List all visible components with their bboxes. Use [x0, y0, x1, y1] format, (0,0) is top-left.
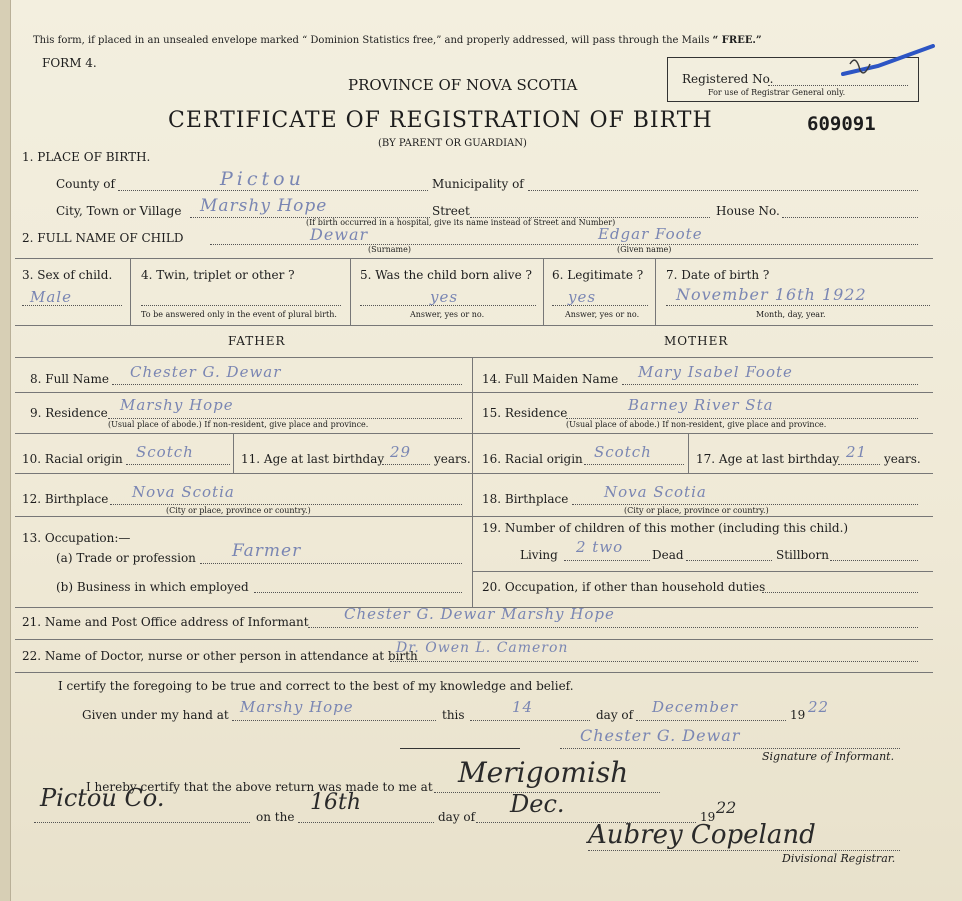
sex-value: Male [30, 288, 72, 306]
mail-notice [33, 35, 762, 46]
legitimate-note: Answer, yes or no. [565, 310, 640, 319]
mother-racial-label: 16. Racial origin [482, 452, 583, 466]
return-month: Dec. [510, 790, 565, 818]
living-label: Living [520, 548, 558, 562]
surname-value: Dewar [310, 225, 369, 244]
father-name-value: Chester G. Dewar [130, 363, 282, 381]
place-of-birth-heading: 1. PLACE OF BIRTH. [22, 150, 151, 164]
day-value: 14 [512, 698, 534, 716]
registered-note: For use of Registrar General only. [708, 88, 846, 97]
mother-name-value: Mary Isabel Foote [638, 363, 793, 381]
doctor-value: Dr. Owen L. Cameron [396, 640, 569, 656]
county-value: Pictou [220, 168, 305, 190]
city-label: City, Town or Village [56, 204, 182, 218]
registrar-caption: Divisional Registrar. [782, 852, 896, 865]
on-the-label: on the [256, 810, 295, 824]
mother-heading: MOTHER [664, 334, 729, 348]
legitimate-label: 6. Legitimate ? [552, 268, 644, 282]
legitimate-value: yes [568, 288, 597, 306]
father-age-label: 11. Age at last birthday [241, 452, 385, 466]
page-binding-edge [0, 0, 11, 901]
father-birthplace-label: 12. Birthplace [22, 492, 109, 506]
serial-number: 609091 [807, 113, 876, 135]
alive-label: 5. Was the child born alive ? [360, 268, 532, 282]
mother-residence-note: (Usual place of abode.) If non-resident, give place and province. [566, 420, 827, 429]
given-name-value: Edgar Foote [598, 225, 703, 243]
alive-value: yes [430, 288, 459, 306]
year-value: 22 [808, 698, 830, 716]
mother-age-label: 17. Age at last birthday [696, 452, 840, 466]
twin-note: To be answered only in the event of plural birth. [141, 310, 337, 319]
twin-label: 4. Twin, triplet or other ? [141, 268, 295, 282]
father-birthplace-value: Nova Scotia [132, 483, 235, 501]
registered-box [667, 57, 919, 102]
father-name-label: 8. Full Name [30, 372, 109, 386]
occupation-label: 13. Occupation:— [22, 531, 131, 545]
sex-label: 3. Sex of child. [22, 268, 113, 282]
blue-pencil-mark [838, 44, 938, 84]
children-label: 19. Number of children of this mother (including this child.) [482, 521, 849, 535]
mother-birthplace-value: Nova Scotia [604, 483, 707, 501]
certificate-subtitle: (BY PARENT OR GUARDIAN) [378, 138, 527, 149]
street-label: Street [432, 204, 470, 218]
mother-years: years. [884, 452, 921, 466]
this-label: this [442, 708, 465, 722]
hospital-note: (If birth occurred in a hospital, give its name instead of Street and Number) [306, 218, 616, 227]
father-heading: FATHER [228, 334, 286, 348]
registered-label: Registered No. [682, 72, 774, 86]
return-year: 22 [716, 798, 737, 817]
return-year-prefix: 19 [700, 810, 716, 824]
return-day: 16th [310, 790, 362, 815]
certificate-title: CERTIFICATE OF REGISTRATION OF BIRTH [168, 108, 713, 133]
informant-signature: Chester G. Dewar [580, 726, 741, 745]
day-of-label: day of [596, 708, 634, 722]
county-signature: Pictou Co. [40, 784, 165, 812]
mother-age-value: 21 [846, 443, 868, 461]
stillborn-label: Stillborn [776, 548, 829, 562]
father-racial-label: 10. Racial origin [22, 452, 123, 466]
mother-birthplace-label: 18. Birthplace [482, 492, 569, 506]
dob-value: November 16th 1922 [676, 285, 867, 304]
mail-notice-free: “ FREE.” [712, 35, 762, 46]
doctor-label: 22. Name of Doctor, nurse or other person in attendance at birth [22, 649, 418, 663]
occupation-trade-value: Farmer [232, 541, 302, 561]
mail-notice-text: This form, if placed in an unsealed envelope marked “ Dominion Statistics free,” and properly addressed, will pass through the Mails [33, 35, 710, 46]
mother-residence-label: 15. Residence [482, 406, 568, 420]
informant-caption: Signature of Informant. [762, 750, 895, 763]
occupation-trade-label: (a) Trade or profession [56, 551, 196, 565]
informant-label: 21. Name and Post Office address of Informant [22, 615, 309, 629]
alive-note: Answer, yes or no. [410, 310, 485, 319]
mother-birthplace-note: (City or place, province or country.) [624, 506, 769, 515]
father-age-value: 29 [390, 443, 412, 461]
return-day-of-label: day of [438, 810, 476, 824]
municipality-label: Municipality of [432, 177, 524, 191]
mother-occupation-label: 20. Occupation, if other than household duties [482, 580, 766, 594]
certify-text: I certify the foregoing to be true and correct to the best of my knowledge and belief. [58, 679, 574, 693]
year-prefix: 19 [790, 708, 806, 722]
full-name-label: 2. FULL NAME OF CHILD [22, 231, 184, 245]
given-label: Given under my hand at [82, 708, 229, 722]
living-value: 2 two [576, 538, 624, 556]
return-place: Merigomish [458, 756, 629, 789]
dead-label: Dead [652, 548, 684, 562]
dob-label: 7. Date of birth ? [666, 268, 770, 282]
informant-value: Chester G. Dewar Marshy Hope [344, 605, 615, 623]
return-text: I hereby certify that the above return was made to me at [86, 780, 433, 794]
month-value: December [652, 698, 739, 716]
father-years: years. [434, 452, 471, 466]
father-racial-value: Scotch [136, 443, 194, 461]
occupation-business-label: (b) Business in which employed [56, 580, 249, 594]
mother-name-label: 14. Full Maiden Name [482, 372, 619, 386]
county-label: County of [56, 177, 115, 191]
province-heading: PROVINCE OF NOVA SCOTIA [348, 76, 578, 94]
mother-racial-value: Scotch [594, 443, 652, 461]
house-label: House No. [716, 204, 780, 218]
mother-residence-value: Barney River Sta [628, 396, 774, 414]
city-value: Marshy Hope [200, 196, 328, 216]
registrar-signature: Aubrey Copeland [588, 820, 816, 850]
surname-caption: (Surname) [368, 245, 411, 254]
dob-note: Month, day, year. [756, 310, 826, 319]
given-place: Marshy Hope [240, 698, 354, 716]
father-birthplace-note: (City or place, province or country.) [166, 506, 311, 515]
father-residence-label: 9. Residence [30, 406, 108, 420]
father-residence-note: (Usual place of abode.) If non-resident, give place and province. [108, 420, 369, 429]
form-number: FORM 4. [42, 56, 97, 70]
father-residence-value: Marshy Hope [120, 396, 234, 414]
given-name-caption: (Given name) [617, 245, 672, 254]
